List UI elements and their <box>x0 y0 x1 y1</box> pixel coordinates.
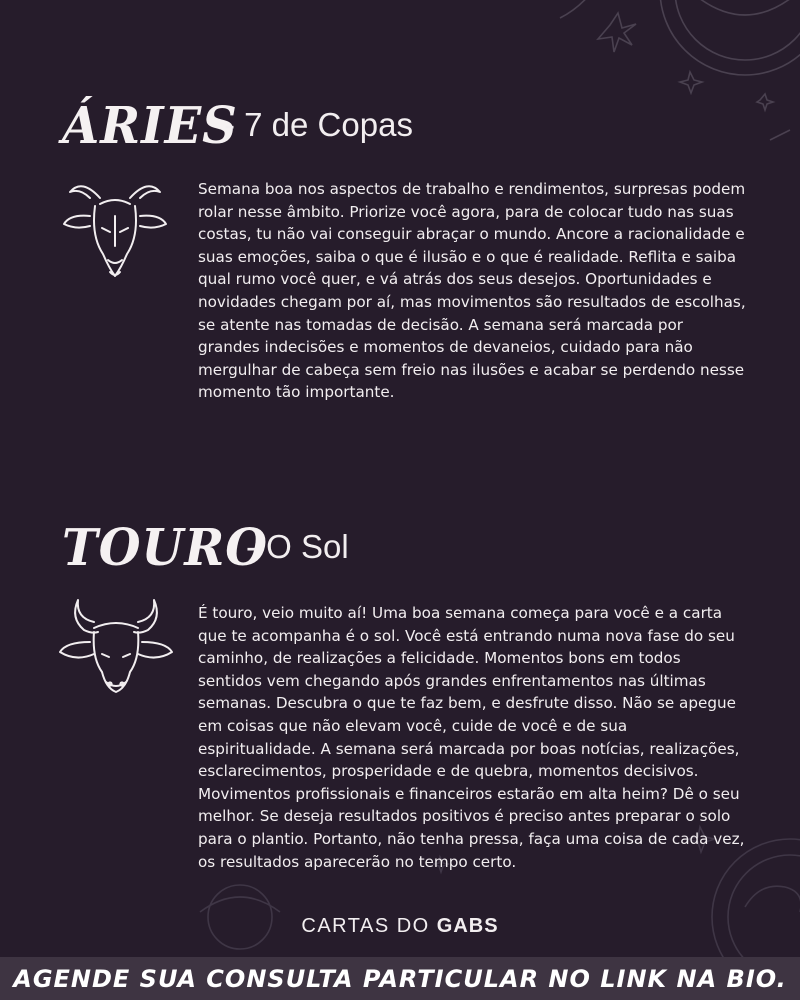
brand-signature <box>0 915 800 938</box>
brand-name: GABS <box>436 915 499 937</box>
horoscope-text: Semana boa nos aspectos de trabalho e rendimentos, surpresas podem rolar nesse âmbito. Priorize você agora, para de colocar tudo nas suas costas, tu não vai conseguir abraçar o mundo. Ancore a racionalidade e suas emoções, saiba o que é ilusão e o que é realidade. Reflita e saiba qual rumo você quer, e vá atrás dos seus desejos. Oportunidades e novidades chegam por aí, mas movimentos são resultados de escolhas, se atente nas tomadas de decisão. A semana será marcada por grandes indecisões e momentos de devaneios, cuidado para não mergulhar de cabeça sem freio nas ilusões e acabar se perdendo nesse momento tão importante. <box>198 180 746 402</box>
bull-head-icon <box>58 598 174 698</box>
tarot-card-name: - 7 de Copas <box>224 106 413 143</box>
touro-section <box>0 520 800 900</box>
brand-prefix: CARTAS DO <box>301 915 430 937</box>
sign-title: ÁRIES <box>62 96 238 156</box>
footer-cta-text: AGENDE SUA CONSULTA PARTICULAR NO LINK NA BIO. <box>13 964 787 993</box>
footer-banner <box>0 957 800 1000</box>
horoscope-text: É touro, veio muito aí! Uma boa semana começa para você e a carta que te acompanha é o sol. Você está entrando numa nova fase do seu caminho, de realizações a felicidade. Momentos bons em todos sentidos vem chegando após grandes enfrentamentos nas últimas semanas. Descubra o que te faz bem, e desfrute disso. Não se apegue em coisas que não elevam você, cuide de você e de sua espiritualidade. A semana será marcada por boas notícias, realizações, esclarecimentos, prosperidade e de quebra, momentos decisivos. Movimentos profissionais e financeiros estarão em alta heim? Dê o seu melhor. Se deseja resultados positivos é preciso antes preparar o solo para o plantio. Portanto, não tenha pressa, faça uma coisa de cada vez, os resultados aparecerão no tempo certo. <box>198 604 745 871</box>
tarot-card-name: - O Sol <box>246 528 349 565</box>
goat-head-icon <box>60 176 170 286</box>
sign-title: TOURO <box>62 518 269 578</box>
aries-section <box>0 98 800 428</box>
